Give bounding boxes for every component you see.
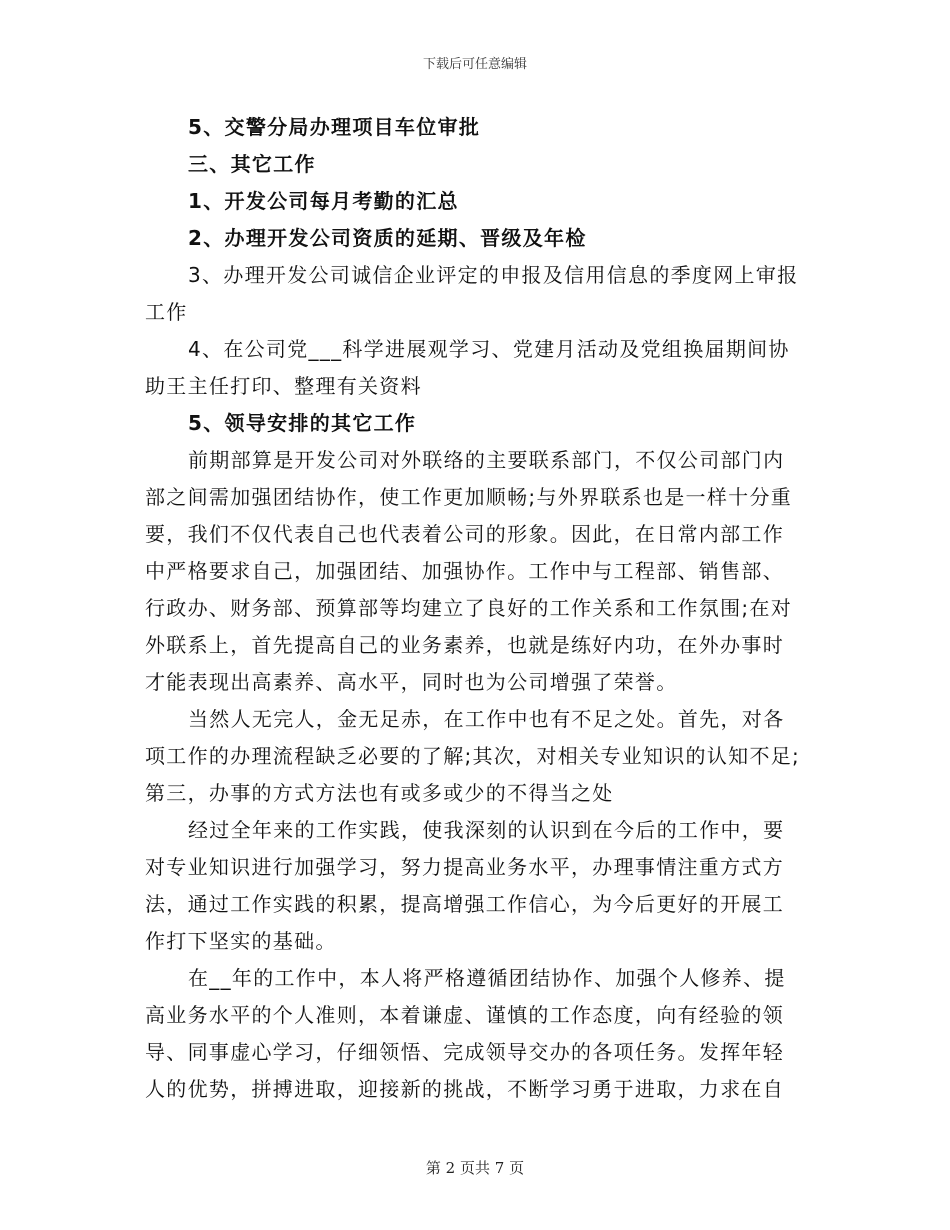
paragraph-line: 外联系上，首先提高自己的业务素养，也就是练好内功，在外办事时 bbox=[145, 633, 784, 657]
paragraph-line: 项工作的办理流程缺乏必要的了解;其次，对相关专业知识的认知不足; bbox=[145, 744, 801, 768]
paragraph-line: 部之间需加强团结协作，使工作更加顺畅;与外界联系也是一样十分重 bbox=[145, 485, 793, 509]
paragraph-line: 在__年的工作中，本人将严格遵循团结协作、加强个人修养、提 bbox=[188, 966, 786, 990]
paragraph-line: 导、同事虚心学习，仔细领悟、完成领导交办的各项任务。发挥年轻 bbox=[145, 1040, 784, 1064]
paragraph-line: 中严格要求自己，加强团结、加强协作。工作中与工程部、销售部、 bbox=[145, 559, 784, 583]
paragraph-line: 才能表现出高素养、高水平，同时也为公司增强了荣誉。 bbox=[145, 670, 678, 694]
paragraph-line: 法，通过工作实践的积累，提高增强工作信心，为今后更好的开展工 bbox=[145, 892, 784, 916]
paragraph-line: 对专业知识进行加强学习，努力提高业务水平，办理事情注重方式方 bbox=[145, 855, 784, 879]
paragraph-line: 工作 bbox=[145, 300, 188, 324]
paragraph-line: 要，我们不仅代表自己也代表着公司的形象。因此，在日常内部工作 bbox=[145, 522, 784, 546]
section-heading-line: 5、交警分局办理项目车位审批 bbox=[188, 115, 481, 139]
paragraph-line: 人的优势，拼搏进取，迎接新的挑战，不断学习勇于进取，力求在自 bbox=[145, 1077, 784, 1101]
section-heading-line: 三、其它工作 bbox=[188, 152, 316, 176]
paragraph-line: 当然人无完人，金无足赤，在工作中也有不足之处。首先，对各 bbox=[188, 707, 785, 731]
paragraph-line: 助王主任打印、整理有关资料 bbox=[145, 374, 422, 398]
section-heading-line: 1、开发公司每月考勤的汇总 bbox=[188, 189, 459, 213]
document-body bbox=[145, 109, 810, 1108]
paragraph-line: 4、在公司党___科学进展观学习、党建月活动及党组换届期间协 bbox=[188, 337, 790, 361]
page-header: 下载后可任意编辑 bbox=[422, 57, 527, 72]
paragraph-line: 经过全年来的工作实践，使我深刻的认识到在今后的工作中，要 bbox=[188, 818, 785, 842]
paragraph-line: 作打下坚实的基础。 bbox=[145, 929, 337, 953]
paragraph-line: 3、办理开发公司诚信企业评定的申报及信用信息的季度网上审报 bbox=[188, 263, 799, 287]
paragraph-line: 前期部算是开发公司对外联络的主要联系部门，不仅公司部门内 bbox=[188, 448, 785, 472]
page-footer: 第 2 页共 7 页 bbox=[425, 1159, 525, 1177]
section-heading-line: 2、办理开发公司资质的延期、晋级及年检 bbox=[188, 226, 587, 250]
paragraph-line: 高业务水平的个人准则，本着谦虚、谨慎的工作态度，向有经验的领 bbox=[145, 1003, 784, 1027]
section-heading-line: 5、领导安排的其它工作 bbox=[188, 411, 417, 435]
paragraph-line: 行政办、财务部、预算部等均建立了良好的工作关系和工作氛围;在对 bbox=[145, 596, 793, 620]
paragraph-line: 第三，办事的方式方法也有或多或少的不得当之处 bbox=[145, 781, 614, 805]
